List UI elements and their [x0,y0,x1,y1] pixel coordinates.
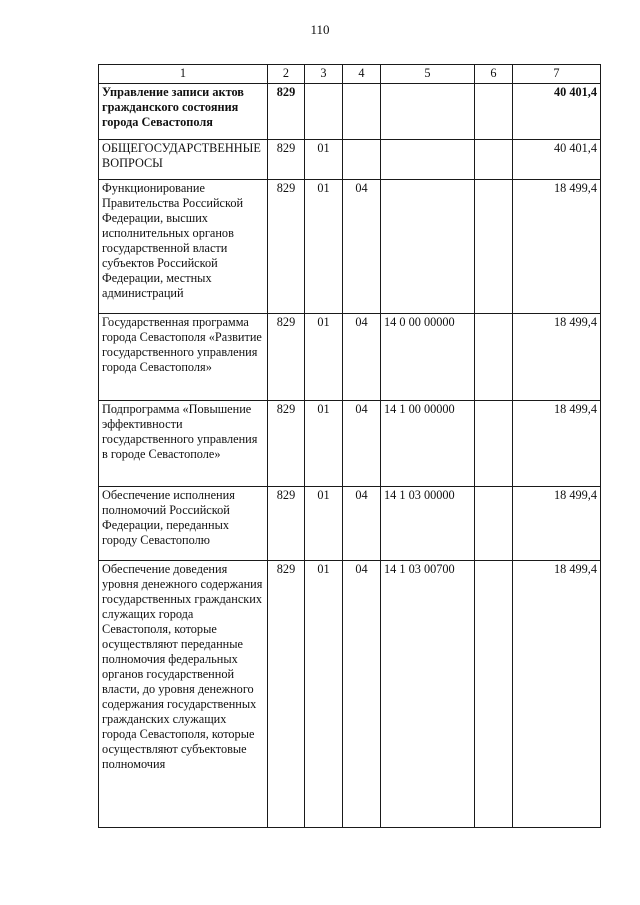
row-rz: 01 [305,180,343,314]
row-pr [343,84,381,140]
row-vr [475,180,513,314]
header-col-3: 3 [305,65,343,84]
row-rz: 01 [305,401,343,487]
row-ved: 829 [268,401,305,487]
row-rz [305,84,343,140]
row-pr: 04 [343,487,381,561]
table-row [99,314,601,401]
header-col-7: 7 [513,65,601,84]
table-row [99,487,601,561]
row-csr: 14 1 03 00000 [381,487,475,561]
row-rz: 01 [305,314,343,401]
row-amount: 18 499,4 [513,487,601,561]
row-ved: 829 [268,314,305,401]
row-rz: 01 [305,140,343,180]
row-ved: 829 [268,84,305,140]
row-name: ОБЩЕГОСУДАРСТВЕННЫЕ ВОПРОСЫ [99,140,268,180]
row-name: Управление записи актов гражданского состояния города Севастополя [99,84,268,140]
row-ved: 829 [268,487,305,561]
row-csr: 14 1 00 00000 [381,401,475,487]
row-ved: 829 [268,561,305,828]
row-name: Государственная программа города Севастополя «Развитие государственного управления города Севастополя» [99,314,268,401]
table-row [99,84,601,140]
row-ved: 829 [268,180,305,314]
budget-table [98,64,601,828]
row-name: Обеспечение доведения уровня денежного содержания государственных гражданских служащих города Севастополя, которые осуществляют переданные полномочия федеральных органов государственной власти, до уровня денежного содержания государственных гражданских служащих города Севастополя, которые осуществляют субъектовые полномочия [99,561,268,828]
row-pr: 04 [343,314,381,401]
row-pr [343,140,381,180]
row-vr [475,84,513,140]
table-row [99,561,601,828]
row-name: Подпрограмма «Повышение эффективности государственного управления в городе Севастополе» [99,401,268,487]
header-row [99,65,601,84]
row-ved: 829 [268,140,305,180]
table-row [99,180,601,314]
row-csr: 14 1 03 00700 [381,561,475,828]
row-name: Обеспечение исполнения полномочий Российской Федерации, переданных городу Севастополю [99,487,268,561]
row-amount: 40 401,4 [513,84,601,140]
row-pr: 04 [343,561,381,828]
row-csr: 14 0 00 00000 [381,314,475,401]
row-vr [475,487,513,561]
header-col-4: 4 [343,65,381,84]
table-row [99,140,601,180]
row-amount: 18 499,4 [513,401,601,487]
row-vr [475,314,513,401]
row-amount: 18 499,4 [513,314,601,401]
row-pr: 04 [343,180,381,314]
header-col-2: 2 [268,65,305,84]
row-amount: 18 499,4 [513,180,601,314]
row-name: Функционирование Правительства Российской Федерации, высших исполнительных органов государственной власти субъектов Российской Федерации, местных администраций [99,180,268,314]
row-pr: 04 [343,401,381,487]
page-number: 110 [310,22,330,37]
row-csr [381,180,475,314]
header-col-5: 5 [381,65,475,84]
row-rz: 01 [305,561,343,828]
header-col-1: 1 [99,65,268,84]
row-amount: 18 499,4 [513,561,601,828]
row-rz: 01 [305,487,343,561]
row-amount: 40 401,4 [513,140,601,180]
table-row [99,401,601,487]
header-col-6: 6 [475,65,513,84]
row-vr [475,401,513,487]
row-vr [475,561,513,828]
row-vr [475,140,513,180]
row-csr [381,84,475,140]
row-csr [381,140,475,180]
